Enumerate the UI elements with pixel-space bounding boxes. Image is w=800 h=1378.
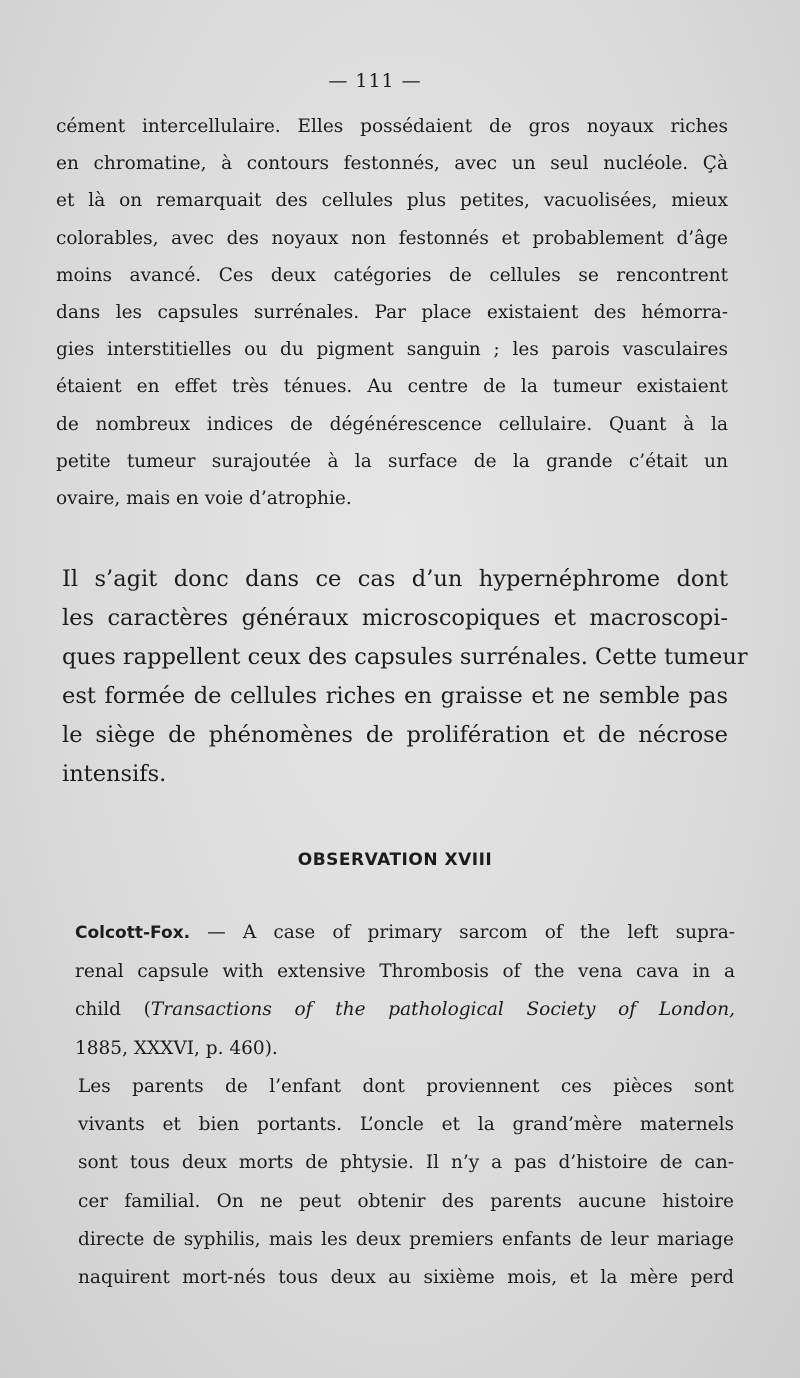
- text-line: ovaire, mais en voie d’atrophie.: [56, 488, 352, 510]
- text-line: colorables, avec des noyaux non festonnés et probablement d’âge: [56, 227, 728, 249]
- text-line: [75, 991, 735, 1030]
- reference-text: child (: [75, 999, 151, 1020]
- text-line: et là on remarquait des cellules plus petites, vacuolisées, mieux: [56, 190, 728, 212]
- text-line: gies interstitielles ou du pigment sanguin ; les parois vasculaires: [56, 339, 728, 361]
- text-line: moins avancé. Ces deux catégories de cellules se rencontrent: [56, 264, 728, 286]
- text-line: cément intercellulaire. Elles possédaient de gros noyaux riches: [56, 116, 728, 137]
- text-line: de nombreux indices de dégénérescence cellulaire. Quant à la: [56, 413, 728, 435]
- text-line: dans les capsules surrénales. Par place existaient des hémorra-: [56, 302, 728, 324]
- text-line: cer familial. On ne peut obtenir des parents aucune histoire: [78, 1190, 734, 1212]
- text-line: sont tous deux morts de phtysie. Il n’y a pas d’histoire de can-: [78, 1152, 734, 1174]
- paragraph-1: [56, 108, 728, 517]
- text-line: est formée de cellules riches en graisse et ne semble pas: [62, 683, 728, 709]
- section-heading: OBSERVATION XVIII: [297, 850, 493, 870]
- text-line: 1885, XXXVI, p. 460).: [75, 1037, 278, 1059]
- text-line: naquirent mort-nés tous deux au sixième mois, et la mère perd: [78, 1267, 734, 1289]
- text-line: étaient en effet très ténues. Au centre de la tumeur existaient: [56, 376, 728, 398]
- text-line: petite tumeur surajoutée à la surface de la grande c’était un: [56, 450, 728, 472]
- text-line: en chromatine, à contours festonnés, avec un seul nucléole. Çà: [56, 153, 728, 175]
- text-line: Les parents de l’enfant dont proviennent ces pièces sont: [78, 1076, 734, 1097]
- text-line: ques rappellent ceux des capsules surrénales. Cette tumeur: [62, 644, 748, 670]
- page-number: — 111 —: [328, 70, 422, 92]
- paragraph-3: [78, 1068, 734, 1297]
- text-line: renal capsule with extensive Thrombosis of the vena cava in a: [75, 960, 735, 982]
- bibliographic-reference: [75, 914, 735, 1068]
- paragraph-2: [62, 560, 748, 794]
- text-line: Il s’agit donc dans ce cas d’un hypernéphrome dont: [62, 566, 728, 592]
- reference-text: — A case of primary sarcom of the left supra-: [190, 922, 735, 943]
- text-line: le siège de phénomènes de prolifération et de nécrose: [62, 722, 728, 748]
- text-line: les caractères généraux microscopiques et macroscopi-: [62, 605, 728, 631]
- text-line: intensifs.: [62, 761, 167, 787]
- text-line: vivants et bien portants. L’oncle et la grand’mère maternels: [78, 1114, 734, 1136]
- journal-title: Transactions of the pathological Society of London,: [150, 999, 735, 1020]
- text-line: [75, 914, 735, 953]
- text-line: directe de syphilis, mais les deux premiers enfants de leur mariage: [78, 1228, 734, 1250]
- author-name: Colcott-Fox.: [75, 923, 191, 943]
